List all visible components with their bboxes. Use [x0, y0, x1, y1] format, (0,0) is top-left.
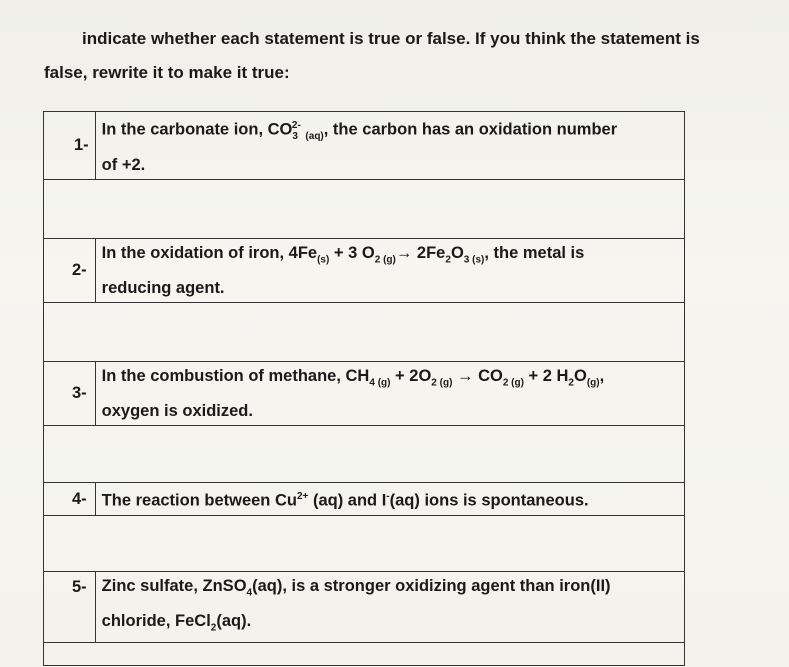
answer-row-5[interactable]: [44, 643, 685, 666]
statement-text-2: In the oxidation of iron, $4Fe_{(s)} + 3$ $O_{2 (g)}\to 2Fe_2O_{3 (s)}$, the metal is reducing agent.: [95, 238, 684, 302]
statement-row-1: [44, 112, 685, 180]
statement-text-4: The reaction between $Cu^{2+}$ (aq) and I-(aq) ions is spontaneous.: [95, 483, 684, 516]
statement-text-3: In the combustion of methane, $CH_{4 (g)} + 2O_{2 (g)} \to CO_{2 (g)} + 2$ $H_2O_{(g)}$, oxygen is oxidized.: [95, 362, 684, 426]
statement-number: 2-: [44, 238, 96, 302]
statement-row-2: [44, 238, 685, 302]
statement-number: 3-: [44, 362, 96, 426]
answer-cell-2[interactable]: [44, 303, 685, 362]
instructions-line-1: indicate whether each statement is true or false. If you think the statement is: [82, 29, 700, 48]
statement-number: 1-: [44, 112, 96, 180]
statement-text-1: In the carbonate ion, $CO_3^{2-}$ $_{(aq)}$, the carbon has an oxidation number of +2.: [95, 112, 684, 180]
statement-number: 4-: [44, 483, 96, 516]
answer-cell-1[interactable]: [44, 179, 685, 238]
answer-row-1[interactable]: [44, 179, 685, 238]
instructions-line-2: false, rewrite it to make it true:: [44, 63, 290, 82]
statement-number: 5-: [44, 571, 96, 643]
statement-row-5: [44, 571, 685, 643]
instructions: [44, 22, 744, 90]
answer-cell-4[interactable]: [44, 515, 685, 571]
answer-row-3[interactable]: [44, 426, 685, 483]
statement-row-4: [44, 483, 685, 516]
answer-cell-5[interactable]: [44, 643, 685, 666]
answer-row-4[interactable]: [44, 515, 685, 571]
answer-row-2[interactable]: [44, 303, 685, 362]
statement-row-3: [44, 362, 685, 426]
answer-cell-3[interactable]: [44, 426, 685, 483]
statement-text-5: Zinc sulfate, ZnSO$_4$(aq), is a stronger oxidizing agent than iron(II) chloride, FeCl$_2$(aq).: [95, 571, 684, 643]
statements-table: [43, 111, 685, 666]
